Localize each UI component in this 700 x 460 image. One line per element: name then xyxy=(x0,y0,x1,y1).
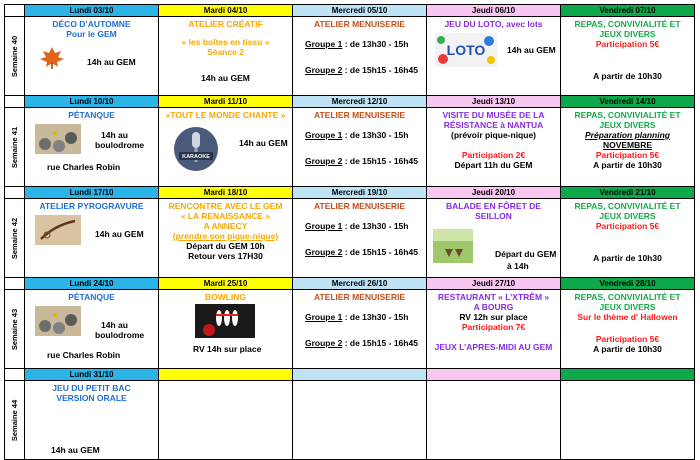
empty-cell xyxy=(561,381,695,460)
group-label: Groupe 2 xyxy=(305,156,343,166)
activity-detail: 14h au xyxy=(101,130,128,140)
day-header: Jeudi 13/10 xyxy=(427,96,561,108)
activity-title: REPAS, CONVIVIALITÉ ET JEUX DIVERS xyxy=(574,19,681,39)
activity-detail: Préparation planning xyxy=(584,130,670,140)
group-time: : de 15h15 - 16h45 xyxy=(344,156,418,166)
activity-detail: Sur le thème d' Hallowen xyxy=(577,312,678,322)
activity-detail: Départ du GEM xyxy=(495,249,557,259)
week-label: Semaine 40 xyxy=(5,17,25,96)
day-header: Mercredi 05/10 xyxy=(293,5,427,17)
activity-subtitle: Pour le GEM xyxy=(66,29,117,39)
group-time: : de 15h15 - 16h45 xyxy=(344,338,418,348)
activity-title: REPAS, CONVIVIALITÉ ET JEUX DIVERS xyxy=(574,110,681,130)
activity-title: DÉCO D’AUTOMNE xyxy=(52,19,131,29)
day-header: Lundi 31/10 xyxy=(25,369,159,381)
activity-time: RV 14h sur place xyxy=(193,344,262,354)
participation: Participation 5€ xyxy=(595,334,660,344)
day-header: Vendredi 21/10 xyxy=(561,187,695,199)
participation: Participation 5€ xyxy=(595,221,660,231)
group-time: : de 15h15 - 16h45 xyxy=(344,65,418,75)
week-header-spacer xyxy=(5,5,25,17)
activity-detail: Départ du GEM 10h xyxy=(186,241,265,251)
activity-time: 14h au GEM xyxy=(239,138,288,148)
activity-title: «TOUT LE MONDE CHANTE » xyxy=(165,110,286,120)
activity-time: A partir de 10h30 xyxy=(593,253,662,263)
activity-title: JEU DU LOTO, avec lots xyxy=(444,19,543,29)
activity-title: JEU DU PETIT BAC VERSION ORALE xyxy=(52,383,131,403)
day-header: Vendredi 28/10 xyxy=(561,278,695,290)
activity-title: ATELIER PYROGRAVURE xyxy=(39,201,144,211)
activity-title: ATELIER MENUISERIE xyxy=(314,110,405,120)
activity-time: A partir de 10h30 xyxy=(593,344,662,354)
activity-detail: Séance 2 xyxy=(207,47,244,57)
participation: Participation 5€ xyxy=(595,39,660,49)
day-header xyxy=(159,369,293,381)
day-header: Mardi 25/10 xyxy=(159,278,293,290)
activity-title: REPAS, CONVIVIALITÉ ET JEUX DIVERS xyxy=(574,201,681,221)
activity-detail: boulodrome xyxy=(95,140,145,150)
activity-detail: rue Charles Robin xyxy=(47,162,121,172)
karaoke-text: KARAOKE xyxy=(182,154,210,160)
activity-cell xyxy=(293,290,427,369)
activity-time: 14h au GEM xyxy=(87,57,136,67)
activity-cell xyxy=(427,108,561,187)
activity-cell xyxy=(159,108,293,187)
day-header: Lundi 24/10 xyxy=(25,278,159,290)
activity-time: 14h au GEM xyxy=(51,445,100,455)
planning-table xyxy=(4,4,695,460)
activity-cell xyxy=(561,17,695,96)
activity-title: BOWLING xyxy=(204,292,247,302)
pyrography-image xyxy=(35,215,81,245)
activity-detail: JEUX L’APRES-MIDI AU GEM xyxy=(434,342,553,352)
week-header-spacer xyxy=(5,369,25,381)
group-time: : de 15h15 - 16h45 xyxy=(344,247,418,257)
activity-title: RENCONTRE AVEC LE GEM xyxy=(168,201,283,211)
day-header: Mardi 04/10 xyxy=(159,5,293,17)
group-label: Groupe 1 xyxy=(305,312,343,322)
loto-image xyxy=(435,33,497,67)
activity-cell xyxy=(427,17,561,96)
activity-cell xyxy=(293,199,427,278)
activity-cell xyxy=(25,381,159,460)
activity-cell xyxy=(159,290,293,369)
activity-cell xyxy=(293,17,427,96)
week-header-spacer xyxy=(5,96,25,108)
group-label: Groupe 2 xyxy=(305,338,343,348)
activity-cell xyxy=(561,108,695,187)
activity-title: RESTAURANT « L’XTRÊM » xyxy=(437,292,550,302)
activity-cell xyxy=(561,199,695,278)
activity-cell xyxy=(561,290,695,369)
activity-cell xyxy=(427,199,561,278)
activity-detail: 14h au xyxy=(101,320,128,330)
activity-cell xyxy=(427,290,561,369)
group-time: : de 13h30 - 15h xyxy=(344,221,409,231)
activity-detail: boulodrome xyxy=(95,330,145,340)
petanque-image xyxy=(35,306,81,336)
activity-cell xyxy=(25,290,159,369)
activity-time: Départ 11h du GEM xyxy=(454,160,533,170)
group-label: Groupe 1 xyxy=(305,39,343,49)
day-header: Jeudi 06/10 xyxy=(427,5,561,17)
day-header: Mardi 18/10 xyxy=(159,187,293,199)
activity-time: 14h au GEM xyxy=(201,73,250,83)
participation: Participation 5€ xyxy=(595,150,660,160)
activity-title: VISITE DU MUSÉE DE LA RÉSISTANCE à NANTUA xyxy=(442,110,545,130)
activity-title: ATELIER MENUISERIE xyxy=(314,19,405,29)
week-label: Semaine 42 xyxy=(5,199,25,278)
day-header: Jeudi 27/10 xyxy=(427,278,561,290)
activity-detail: Retour vers 17H30 xyxy=(188,251,263,261)
activity-detail: A BOURG xyxy=(473,302,514,312)
participation: Participation 7€ xyxy=(461,322,526,332)
day-header: Jeudi 20/10 xyxy=(427,187,561,199)
day-header: Lundi 10/10 xyxy=(25,96,159,108)
activity-time: 14h au GEM xyxy=(507,45,556,55)
week-label: Semaine 41 xyxy=(5,108,25,187)
group-label: Groupe 1 xyxy=(305,130,343,140)
week-header-spacer xyxy=(5,187,25,199)
activity-detail: (prévoir pique-nique) xyxy=(451,130,536,140)
loto-text: LOTO xyxy=(446,42,486,58)
group-time: : de 13h30 - 15h xyxy=(344,39,409,49)
empty-cell xyxy=(427,381,561,460)
activity-cell xyxy=(159,199,293,278)
activity-detail: « LA RENAISSANCE » xyxy=(180,211,271,221)
activity-title: BALADE EN FÔRET DE SEILLON xyxy=(446,201,541,221)
group-label: Groupe 1 xyxy=(305,221,343,231)
day-header: Vendredi 07/10 xyxy=(561,5,695,17)
activity-cell xyxy=(293,108,427,187)
week-header-spacer xyxy=(5,278,25,290)
activity-title: ATELIER CRÉATIF xyxy=(188,19,263,29)
group-label: Groupe 2 xyxy=(305,65,343,75)
day-header: Mardi 11/10 xyxy=(159,96,293,108)
day-header: Mercredi 19/10 xyxy=(293,187,427,199)
bowling-image xyxy=(195,304,255,338)
week-label: Semaine 43 xyxy=(5,290,25,369)
activity-detail: RV 12h sur place xyxy=(459,312,528,322)
activity-time: A partir de 10h30 xyxy=(593,160,662,170)
activity-time: A partir de 10h30 xyxy=(593,71,662,81)
activity-detail: à 14h xyxy=(507,261,529,271)
group-label: Groupe 2 xyxy=(305,247,343,257)
activity-cell xyxy=(25,17,159,96)
day-header xyxy=(293,369,427,381)
activity-title: PÉTANQUE xyxy=(68,292,115,302)
activity-cell xyxy=(25,108,159,187)
day-header: Lundi 17/10 xyxy=(25,187,159,199)
activity-detail: NOVEMBRE xyxy=(602,140,653,150)
day-header: Mercredi 26/10 xyxy=(293,278,427,290)
activity-detail: (prendre son pique-nique) xyxy=(172,231,279,241)
participation: Participation 2€ xyxy=(461,150,526,160)
forest-walk-image xyxy=(433,229,473,263)
activity-title: PÉTANQUE xyxy=(68,110,115,120)
activity-title: ATELIER MENUISERIE xyxy=(314,292,405,302)
day-header: Mercredi 12/10 xyxy=(293,96,427,108)
activity-title: ATELIER MENUISERIE xyxy=(314,201,405,211)
day-header: Lundi 03/10 xyxy=(25,5,159,17)
activity-detail: A ANNECY xyxy=(203,221,248,231)
week-label: Semaine 44 xyxy=(5,381,25,460)
day-header xyxy=(561,369,695,381)
empty-cell xyxy=(293,381,427,460)
group-time: : de 13h30 - 15h xyxy=(344,130,409,140)
activity-detail: « les boîtes en tissu » xyxy=(181,37,270,47)
petanque-image xyxy=(35,124,81,154)
day-header xyxy=(427,369,561,381)
group-time: : de 13h30 - 15h xyxy=(344,312,409,322)
karaoke-image xyxy=(173,126,219,172)
empty-cell xyxy=(159,381,293,460)
day-header: Vendredi 14/10 xyxy=(561,96,695,108)
activity-time: 14h au GEM xyxy=(95,229,144,239)
activity-detail: rue Charles Robin xyxy=(47,350,121,360)
activity-cell xyxy=(25,199,159,278)
autumn-leaf-icon xyxy=(39,45,65,69)
activity-cell xyxy=(159,17,293,96)
activity-title: REPAS, CONVIVIALITÉ ET JEUX DIVERS xyxy=(574,292,681,312)
